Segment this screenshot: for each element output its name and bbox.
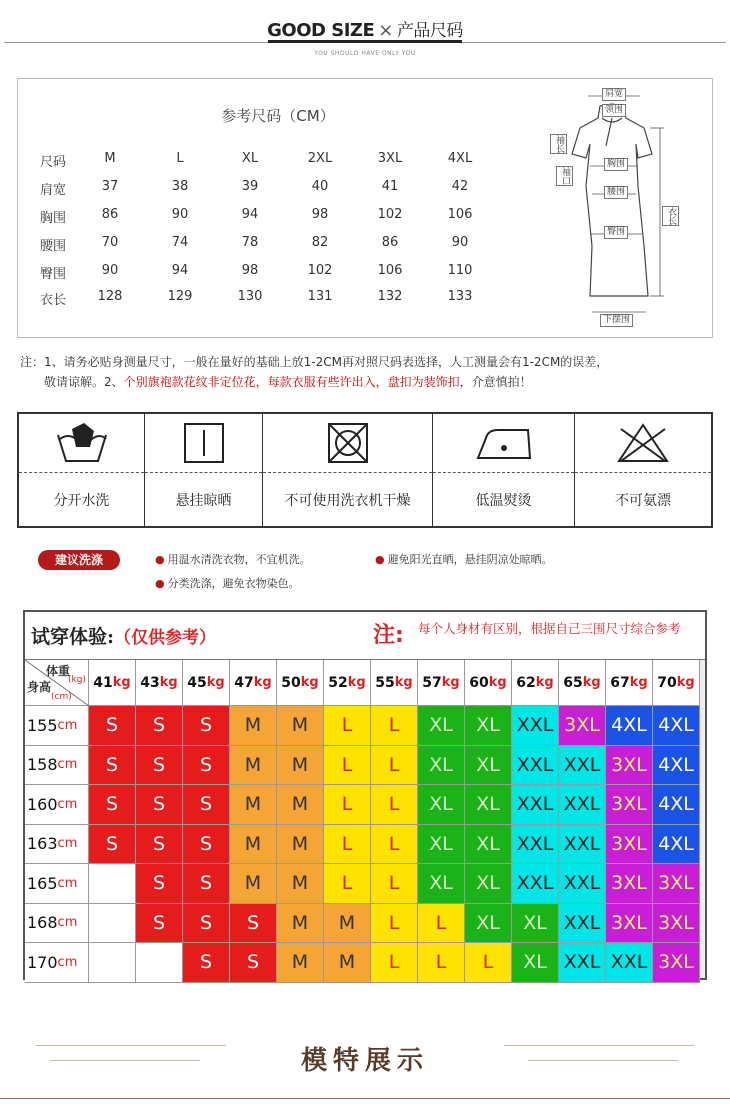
size-row-label: 腰围 (40, 239, 67, 254)
size-cell: 102 (307, 263, 333, 278)
size-row (18, 179, 558, 199)
size-row (18, 289, 558, 309)
grid-corner (25, 660, 89, 706)
weight-value: 52 (328, 674, 348, 691)
size-suggestion-cell: 3XL (606, 864, 653, 904)
size-suggestion-cell: L (418, 904, 465, 944)
size-suggestion-cell: S (183, 864, 230, 904)
times-icon: × (378, 20, 393, 41)
size-suggestion-cell: S (89, 825, 136, 865)
size-suggestion-cell: 3XL (606, 904, 653, 944)
size-suggestion-cell: S (136, 746, 183, 786)
care-cell-hand-wash (19, 414, 145, 526)
size-suggestion-cell: 3XL (606, 785, 653, 825)
size-suggestion-cell: 3XL (606, 746, 653, 786)
size-cell: 90 (101, 263, 119, 278)
size-suggestion-cell: S (183, 904, 230, 944)
size-suggestion-cell: XXL (512, 864, 559, 904)
size-cell: 98 (311, 207, 329, 222)
no-tumble-dry-icon (327, 422, 369, 464)
advice-text: 分类洗涤，避免衣物染色。 (167, 577, 300, 590)
size-suggestion-cell: S (136, 864, 183, 904)
weight-header (324, 660, 371, 706)
size-suggestion-cell: S (183, 825, 230, 865)
size-cell: 42 (451, 179, 469, 194)
size-suggestion-cell: S (183, 706, 230, 746)
fit-title-text: 试穿体验: (31, 626, 115, 648)
header-subtitle: YOU SHOULD HAVE ONLY YOU (314, 50, 416, 57)
note-line-2 (20, 372, 720, 392)
size-cell: 3XL (377, 151, 403, 166)
size-suggestion-cell: 3XL (559, 706, 606, 746)
size-suggestion-cell: M (277, 785, 324, 825)
size-suggestion-cell: XL (465, 746, 512, 786)
height-header (25, 864, 89, 904)
cm-unit: cm (57, 875, 78, 891)
care-label: 不可氨漂 (575, 472, 711, 526)
care-cell-hang-dry (145, 414, 263, 526)
size-suggestion-cell: S (230, 943, 277, 983)
size-row-label: 胸围 (40, 211, 67, 226)
note-text-a: 敬请谅解。2、 (44, 375, 124, 389)
note-line-1: 注：1、请务必贴身测量尺寸，一般在量好的基础上放1-2CM再对照尺码表选择，人工测量会有1-2CM的误差， (20, 355, 609, 369)
size-suggestion-cell: M (277, 825, 324, 865)
size-suggestion-cell: M (277, 904, 324, 944)
size-chart-title: 参考尺码（CM） (221, 107, 335, 125)
bullet-icon: ● (155, 577, 165, 590)
height-value: 155 (27, 715, 58, 735)
size-suggestion-cell: M (324, 904, 371, 944)
weight-header (136, 660, 183, 706)
weight-header (89, 660, 136, 706)
size-suggestion-cell: S (183, 785, 230, 825)
height-value: 168 (27, 913, 58, 933)
size-cell: 78 (241, 235, 259, 250)
size-suggestion-cell: S (89, 746, 136, 786)
weight-header (277, 660, 324, 706)
height-header (25, 706, 89, 746)
size-row-label: 肩宽 (40, 183, 67, 198)
weight-value: 67 (610, 674, 630, 691)
size-suggestion-cell: XL (418, 864, 465, 904)
size-suggestion-cell: 4XL (653, 706, 700, 746)
diagram-label-collar: 领围 (602, 104, 626, 117)
size-suggestion-cell: XXL (559, 785, 606, 825)
care-label: 不可使用洗衣机干燥 (263, 472, 432, 526)
size-suggestion-cell: L (324, 746, 371, 786)
weight-value: 45 (187, 674, 207, 691)
kg-unit: kg (347, 675, 366, 690)
kg-unit: kg (488, 675, 507, 690)
size-cell: 128 (97, 289, 123, 304)
size-suggestion-cell: 3XL (653, 864, 700, 904)
dress-diagram (540, 86, 690, 334)
size-suggestion-cell: 4XL (653, 785, 700, 825)
kg-unit: kg (582, 675, 601, 690)
height-value: 163 (27, 834, 58, 854)
size-suggestion-cell: L (324, 706, 371, 746)
size-suggestion-cell: XL (465, 904, 512, 944)
fit-note-mark: 注: (373, 623, 404, 648)
height-header (25, 904, 89, 944)
corner-weight: 体重 (45, 664, 70, 678)
size-suggestion-cell (89, 904, 136, 944)
weight-value: 50 (281, 674, 301, 691)
care-label: 低温熨烫 (433, 472, 574, 526)
diagram-label-length: 衣长 (662, 206, 679, 226)
weight-value: 47 (234, 674, 254, 691)
height-value: 160 (27, 794, 58, 814)
size-suggestion-cell: S (136, 706, 183, 746)
no-bleach-icon (615, 421, 671, 465)
size-suggestion-cell: XL (418, 825, 465, 865)
size-cell: 40 (311, 179, 329, 194)
size-cell: 82 (311, 235, 329, 250)
corner-height: 身高 (27, 680, 52, 694)
height-header (25, 825, 89, 865)
size-suggestion-cell: XL (465, 706, 512, 746)
size-cell: 90 (171, 207, 189, 222)
size-suggestion-cell: S (89, 706, 136, 746)
size-suggestion-cell: 4XL (653, 825, 700, 865)
size-suggestion-cell: M (230, 864, 277, 904)
page-title (0, 16, 730, 41)
care-cell-no-tumble-dry (263, 414, 433, 526)
size-row (18, 207, 558, 227)
bullet-icon: ● (375, 553, 385, 566)
size-row-label: 尺码 (40, 155, 67, 170)
weight-header (183, 660, 230, 706)
size-cell: 98 (241, 263, 259, 278)
corner-cm: (cm) (51, 692, 72, 702)
diagram-label-shoulder: 肩宽 (602, 88, 626, 101)
diagram-label-hem: 下摆围 (600, 314, 633, 327)
size-suggestion-cell: 3XL (653, 904, 700, 944)
diagram-label-chest: 胸围 (604, 158, 628, 171)
size-suggestion-cell: XL (465, 785, 512, 825)
kg-unit: kg (206, 675, 225, 690)
kg-unit: kg (676, 675, 695, 690)
size-suggestion-cell: M (230, 785, 277, 825)
hang-dry-icon (183, 422, 225, 464)
size-cell: 130 (237, 289, 263, 304)
weight-value: 60 (469, 674, 489, 691)
height-value: 170 (27, 952, 58, 972)
size-suggestion-cell: 3XL (606, 825, 653, 865)
size-cell: 4XL (447, 151, 473, 166)
height-value: 165 (27, 873, 58, 893)
weight-value: 65 (563, 674, 583, 691)
size-cell: 86 (101, 207, 119, 222)
size-suggestion-cell: XL (512, 943, 559, 983)
size-suggestion-cell (89, 943, 136, 983)
measurement-note (20, 352, 720, 392)
diagram-label-cuff: 袖口 (556, 166, 573, 186)
size-suggestion-cell: XXL (512, 825, 559, 865)
size-suggestion-cell: M (277, 746, 324, 786)
size-suggestion-cell: 3XL (653, 943, 700, 983)
size-suggestion-cell: L (371, 706, 418, 746)
size-cell: 131 (307, 289, 333, 304)
weight-header (512, 660, 559, 706)
size-cell: 102 (377, 207, 403, 222)
size-suggestion-cell: XL (465, 825, 512, 865)
size-suggestion-cell: XL (512, 904, 559, 944)
size-suggestion-cell: XL (418, 746, 465, 786)
advice-text: 用温水清洗衣物，不宜机洗。 (167, 553, 311, 566)
cm-unit: cm (57, 796, 78, 812)
size-cell: XL (241, 151, 259, 166)
bullet-icon: ● (155, 553, 165, 566)
size-cell: M (104, 151, 116, 166)
size-suggestion-cell: S (183, 943, 230, 983)
kg-unit: kg (159, 675, 178, 690)
size-cell: L (176, 151, 184, 166)
size-row (18, 263, 558, 283)
fit-title-red: （仅供参考） (114, 628, 217, 648)
size-suggestion-cell: M (230, 825, 277, 865)
fit-table-header (25, 612, 705, 660)
size-suggestion-cell: S (230, 904, 277, 944)
weight-value: 41 (93, 674, 113, 691)
kg-unit: kg (300, 675, 319, 690)
weight-header (606, 660, 653, 706)
cm-unit: cm (57, 717, 78, 733)
weight-header (418, 660, 465, 706)
care-cell-no-bleach (575, 414, 711, 526)
size-cell: 39 (241, 179, 259, 194)
advice-item (375, 551, 553, 567)
size-suggestion-cell: M (277, 864, 324, 904)
size-suggestion-cell: L (371, 904, 418, 944)
size-row-label: 衣长 (40, 293, 67, 308)
note-text-red: 个别旗袍款花纹非定位花，每款衣服有些许出入，盘扣为装饰扣 (123, 375, 460, 389)
size-cell: 90 (451, 235, 469, 250)
size-suggestion-cell: XXL (512, 746, 559, 786)
weight-header (371, 660, 418, 706)
size-row (18, 235, 558, 255)
height-header (25, 943, 89, 983)
size-suggestion-cell: XL (465, 864, 512, 904)
size-suggestion-cell: XXL (559, 825, 606, 865)
size-suggestion-cell: XL (418, 706, 465, 746)
height-header (25, 746, 89, 786)
kg-unit: kg (112, 675, 131, 690)
size-suggestion-cell: S (136, 904, 183, 944)
low-iron-icon (474, 424, 534, 462)
advice-tag: 建议洗涤 (38, 550, 120, 570)
kg-unit: kg (394, 675, 413, 690)
corner-kg: (kg) (68, 675, 86, 685)
size-cell: 94 (241, 207, 259, 222)
diagram-label-waist: 腰围 (604, 186, 628, 199)
weight-value: 55 (375, 674, 395, 691)
size-row (18, 151, 558, 171)
fit-title (31, 622, 216, 649)
size-suggestion-cell: S (183, 746, 230, 786)
weight-header (559, 660, 606, 706)
size-suggestion-cell: L (371, 864, 418, 904)
kg-unit: kg (441, 675, 460, 690)
size-cell: 70 (101, 235, 119, 250)
size-suggestion-cell: L (371, 825, 418, 865)
weight-value: 43 (140, 674, 160, 691)
size-suggestion-cell: XXL (559, 864, 606, 904)
care-cell-low-iron (433, 414, 575, 526)
title-en: GOOD SIZE (267, 20, 375, 41)
size-cell: 2XL (307, 151, 333, 166)
size-suggestion-cell: XXL (512, 785, 559, 825)
weight-value: 70 (657, 674, 677, 691)
size-row-label: 臀围 (40, 267, 67, 282)
cm-unit: cm (57, 836, 78, 852)
size-suggestion-cell: XXL (559, 746, 606, 786)
bottom-rule (0, 1098, 730, 1099)
size-cell: 132 (377, 289, 403, 304)
size-suggestion-cell: XL (418, 785, 465, 825)
cm-unit: cm (57, 954, 78, 970)
title-cn: 产品尺码 (396, 21, 463, 41)
size-suggestion-cell: L (418, 943, 465, 983)
diagram-label-hip: 臀围 (604, 226, 628, 239)
kg-unit: kg (629, 675, 648, 690)
advice-item (155, 575, 300, 591)
hand-wash-icon (54, 421, 110, 465)
size-suggestion-cell: M (324, 943, 371, 983)
size-suggestion-cell: L (371, 785, 418, 825)
size-cell: 86 (381, 235, 399, 250)
size-cell: 133 (447, 289, 473, 304)
weight-value: 57 (422, 674, 442, 691)
size-suggestion-cell: M (230, 746, 277, 786)
note-text-b: ，介意慎拍！ (459, 375, 532, 389)
size-suggestion-cell: S (136, 825, 183, 865)
size-suggestion-cell: L (324, 864, 371, 904)
advice-item (155, 551, 311, 567)
weight-header (465, 660, 512, 706)
care-label: 悬挂晾晒 (145, 472, 262, 526)
size-cell: 74 (171, 235, 189, 250)
weight-header (230, 660, 277, 706)
size-suggestion-cell: M (277, 706, 324, 746)
size-cell: 106 (377, 263, 403, 278)
size-cell: 129 (167, 289, 193, 304)
cm-unit: cm (57, 915, 78, 931)
advice-text: 避免阳光直晒，悬挂阴凉处晾晒。 (387, 553, 553, 566)
size-suggestion-cell: XXL (512, 706, 559, 746)
size-suggestion-cell (136, 943, 183, 983)
size-suggestion-cell: S (89, 785, 136, 825)
size-suggestion-cell: L (324, 785, 371, 825)
size-suggestion-cell: M (277, 943, 324, 983)
weight-header (653, 660, 700, 706)
size-suggestion-cell: L (465, 943, 512, 983)
fit-table (23, 610, 707, 980)
height-value: 158 (27, 755, 58, 775)
weight-value: 62 (516, 674, 536, 691)
size-suggestion-cell: L (371, 746, 418, 786)
kg-unit: kg (253, 675, 272, 690)
size-suggestion-cell: XXL (559, 943, 606, 983)
size-suggestion-cell: 4XL (606, 706, 653, 746)
size-cell: 94 (171, 263, 189, 278)
model-showcase-title: 模特展示 (300, 1046, 429, 1076)
size-cell: 106 (447, 207, 473, 222)
care-label: 分开水洗 (19, 472, 144, 526)
size-suggestion-cell: S (136, 785, 183, 825)
care-symbols (17, 412, 713, 528)
kg-unit: kg (535, 675, 554, 690)
size-cell: 41 (381, 179, 399, 194)
size-suggestion-cell: L (324, 825, 371, 865)
height-header (25, 785, 89, 825)
diagram-label-sleeve: 袖长 (550, 134, 567, 154)
size-suggestion-cell: M (230, 706, 277, 746)
size-cell: 38 (171, 179, 189, 194)
fit-note: 每个人身材有区别，根据自己三围尺寸综合参考 (418, 621, 681, 636)
size-suggestion-cell: XXL (559, 904, 606, 944)
size-suggestion-cell (89, 864, 136, 904)
size-suggestion-cell: XXL (606, 943, 653, 983)
size-cell: 110 (447, 263, 473, 278)
cm-unit: cm (57, 757, 78, 773)
size-suggestion-cell: L (371, 943, 418, 983)
size-cell: 37 (101, 179, 119, 194)
size-suggestion-cell: 4XL (653, 746, 700, 786)
